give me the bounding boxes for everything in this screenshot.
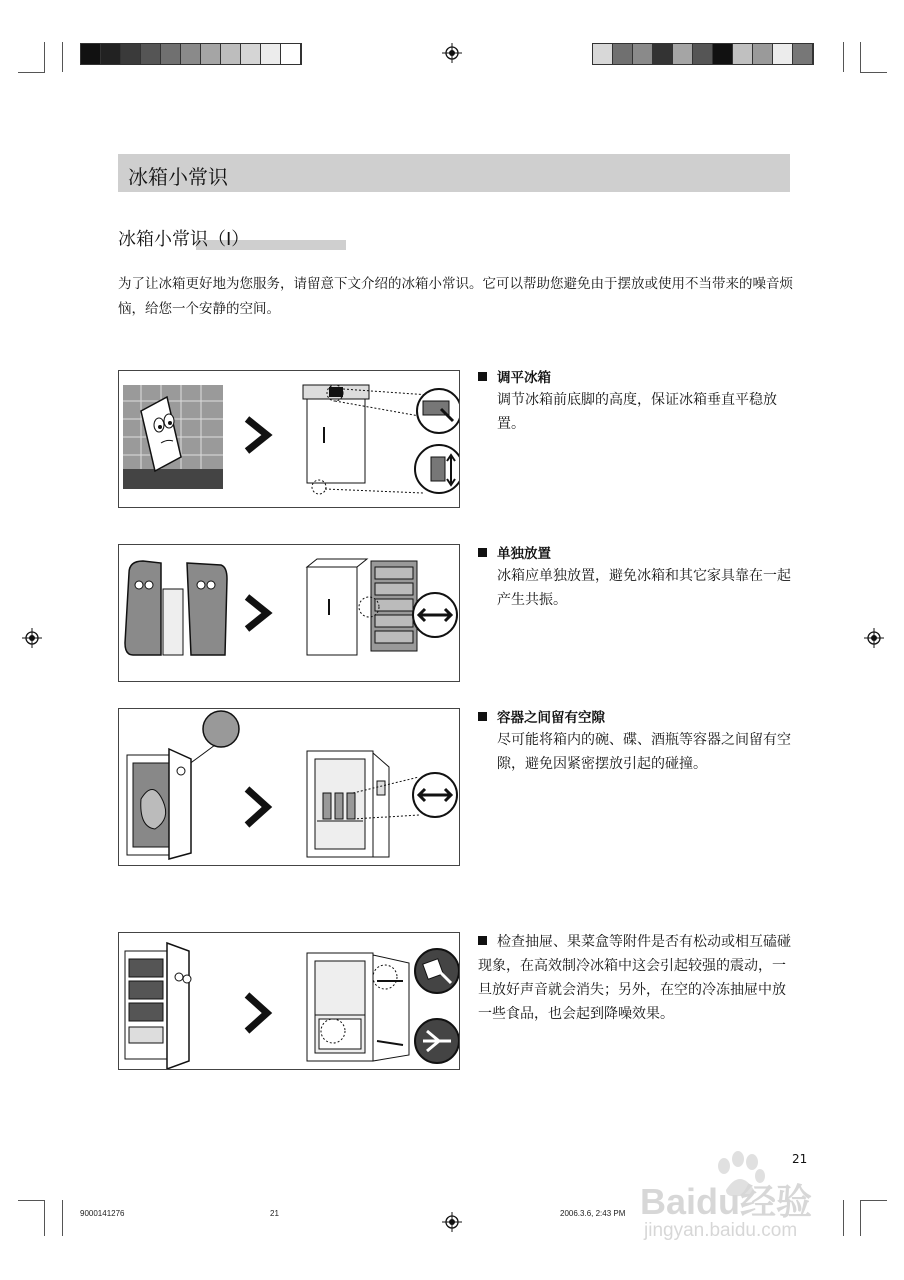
tip-title-text: 容器之间留有空隙 [497,710,605,726]
crop-mark [843,42,844,72]
tip-item [478,368,793,436]
tip-body: 调节冰箱前底脚的高度，保证冰箱垂直平稳放置。 [497,392,777,432]
crop-mark [62,42,63,72]
tip-body: 冰箱应单独放置，避免冰箱和其它家具靠在一起产生共振。 [497,568,791,608]
crop-mark [18,72,45,73]
bullet-square-icon [478,936,487,945]
crop-mark [860,1200,887,1201]
footer-doc-code: 9000141276 [80,1209,125,1218]
subsection-title: 冰箱小常识（I） [118,229,250,250]
crop-mark [44,1200,45,1236]
color-calibration-bar-right [592,43,814,65]
figure-drawers [118,932,460,1070]
tip-title [478,544,793,564]
crop-mark [44,42,45,72]
section-banner [118,154,790,192]
tip-item [478,544,793,612]
section-title: 冰箱小常识 [128,165,228,189]
bullet-square-icon [478,372,487,381]
baidu-watermark [640,1150,860,1250]
tip-item [478,708,793,776]
bullet-square-icon [478,548,487,557]
bullet-square-icon [478,712,487,721]
crop-mark [860,1200,861,1236]
tip-body: 尽可能将箱内的碗、碟、酒瓶等容器之间留有空隙，避免因紧密摆放引起的碰撞。 [497,732,791,772]
watermark-brand: Baidu经验 [640,1181,813,1222]
watermark-url: jingyan.baidu.com [644,1220,798,1241]
crop-mark [62,1200,63,1236]
page-number: 21 [792,1152,808,1166]
tip-title [478,368,793,388]
footer-page: 21 [270,1209,279,1218]
tip-body [478,930,793,1026]
tip-title-text: 单独放置 [497,546,551,562]
registration-mark-icon [864,628,884,648]
tip-item [478,930,793,1026]
tip-title [478,708,793,728]
crop-mark [860,42,861,72]
tip-title-text: 调平冰箱 [497,370,551,386]
intro-paragraph: 为了让冰箱更好地为您服务，请留意下文介绍的冰箱小常识。它可以帮助您避免由于摆放或使用不当带来的噪音烦恼，给您一个安静的空间。 [118,276,793,317]
figure-standalone [118,544,460,682]
tip-body-text: 检查抽屉、果菜盒等附件是否有松动或相互磕碰现象，在高效制冷冰箱中这会引起较强的震动，一旦放好声音就会消失；另外，在空的冷冻抽屉中放一些食品，也会起到降噪效果。 [478,934,791,1022]
registration-mark-icon [22,628,42,648]
color-calibration-bar-left [80,43,302,65]
figure-leveling [118,370,460,508]
crop-mark [18,1200,45,1201]
footer-timestamp: 2006.3.6, 2:43 PM [560,1209,626,1218]
registration-mark-icon [442,43,462,63]
crop-mark [860,72,887,73]
figure-container-gaps [118,708,460,866]
registration-mark-icon [442,1212,462,1232]
